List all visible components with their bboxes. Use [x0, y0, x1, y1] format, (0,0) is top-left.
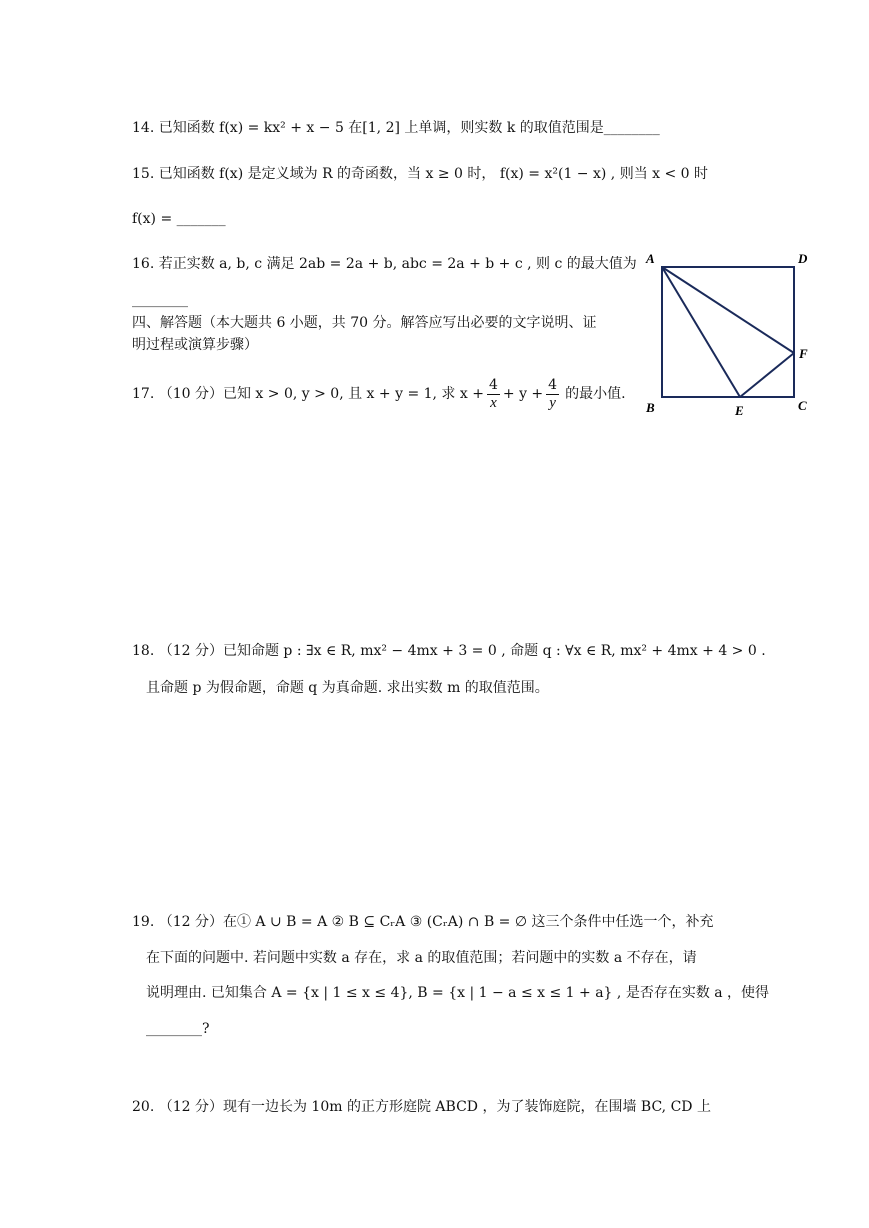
section-4-heading-line-1: 四、解答题（本大题共 6 小题，共 70 分。解答应写出必要的文字说明、证	[132, 315, 597, 331]
question-19-line-4: ________?	[146, 1021, 210, 1037]
section-4-heading-line-2: 明过程或演算步骤）	[132, 337, 258, 353]
fraction-numerator: 4	[548, 376, 558, 393]
label-d: D	[798, 251, 808, 266]
question-18-line-2: 且命题 p 为假命题，命题 q 为真命题. 求出实数 m 的取值范围。	[146, 680, 549, 696]
question-16-blank: ________	[132, 292, 188, 308]
fraction-denominator: y	[549, 394, 556, 411]
label-c: C	[798, 398, 807, 413]
label-a: A	[646, 251, 655, 266]
question-15-line-1: 15. 已知函数 f(x) 是定义域为 R 的奇函数，当 x ≥ 0 时， f(x) = x²(1 − x) , 则当 x < 0 时	[132, 166, 709, 182]
label-e: E	[735, 403, 744, 418]
question-17-mid: + y +	[502, 386, 544, 402]
segment-ef	[740, 353, 794, 397]
question-20-line-1: 20. （12 分）现有一边长为 10m 的正方形庭院 ABCD ，为了装饰庭院，在围墙 BC, CD 上	[132, 1099, 711, 1115]
segment-ae	[662, 267, 740, 397]
question-14: 14. 已知函数 f(x) = kx² + x − 5 在[1, 2] 上单调，则实数 k 的取值范围是________	[132, 120, 660, 136]
label-b: B	[646, 400, 655, 415]
fraction-4-over-y	[546, 377, 559, 412]
question-19-line-1: 19. （12 分）在① A ∪ B = A ② B ⊆ CᵣA ③ (CᵣA) ∩ B = ∅ 这三个条件中任选一个，补充	[132, 914, 714, 930]
fraction-numerator: 4	[488, 376, 498, 393]
question-17	[132, 372, 626, 416]
label-f: F	[799, 346, 808, 361]
question-16-line-1: 16. 若正实数 a, b, c 满足 2ab = 2a + b, abc = 2a + b + c , 则 c 的最大值为	[132, 256, 637, 272]
question-15-line-2: f(x) = _______	[132, 211, 226, 227]
question-17-suffix: 的最小值.	[565, 386, 626, 402]
fraction-denominator: x	[490, 394, 497, 411]
geometry-diagram	[640, 248, 820, 423]
question-17-prefix: 17. （10 分）已知 x > 0, y > 0, 且 x + y = 1, 求 x +	[132, 386, 484, 402]
question-19-line-2: 在下面的问题中. 若问题中实数 a 存在，求 a 的取值范围；若问题中的实数 a 不存在，请	[146, 950, 697, 966]
question-19-line-3: 说明理由. 已知集合 A = {x | 1 ≤ x ≤ 4}, B = {x | 1 − a ≤ x ≤ 1 + a} , 是否存在实数 a ，使得	[146, 985, 770, 1001]
question-18-line-1: 18. （12 分）已知命题 p : ∃x ∈ R, mx² − 4mx + 3 = 0 , 命题 q : ∀x ∈ R, mx² + 4mx + 4 > 0 .	[132, 643, 766, 659]
fraction-4-over-x	[487, 377, 500, 412]
square-abcd-figure	[640, 248, 820, 423]
segment-af	[662, 267, 794, 353]
